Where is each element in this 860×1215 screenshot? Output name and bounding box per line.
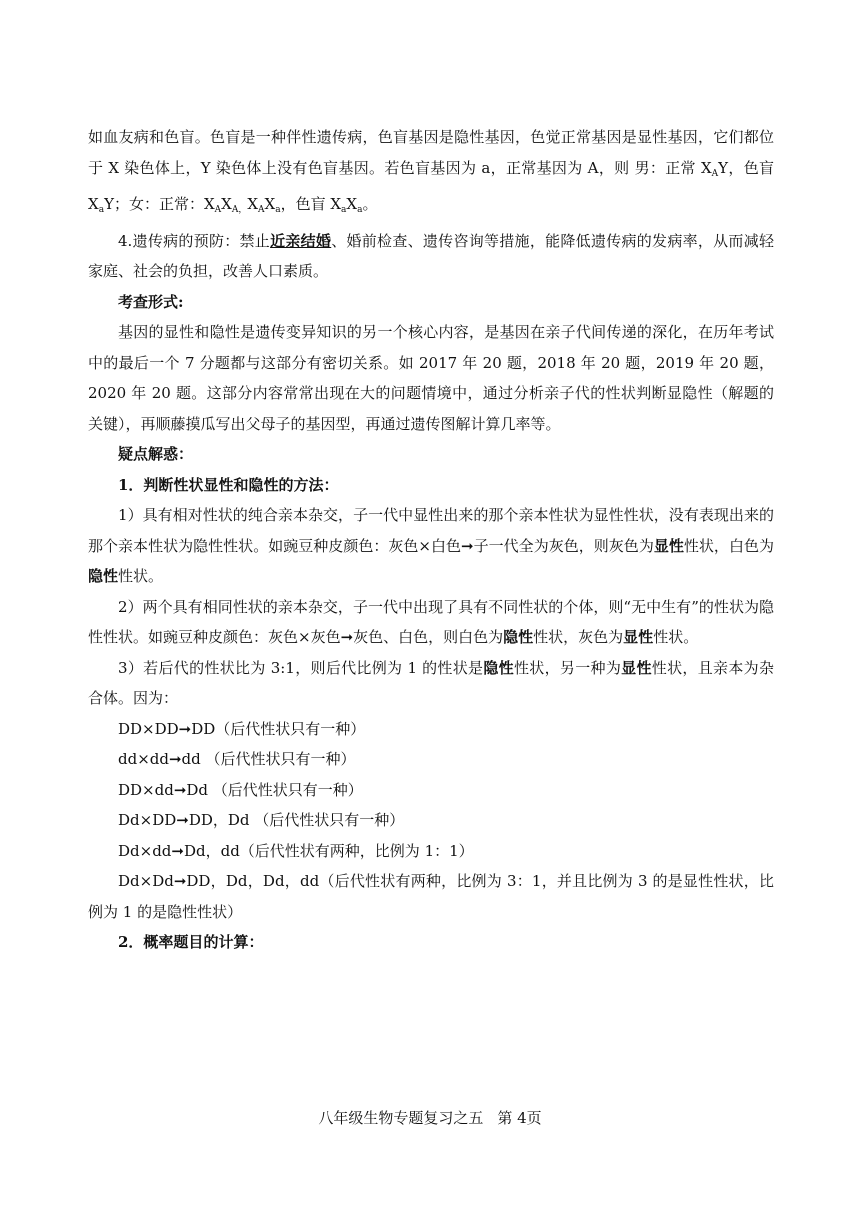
document-body <box>88 122 774 958</box>
cross-line: Dd×DD➞DD，Dd （后代性状只有一种） <box>118 811 405 829</box>
cross-line-last: Dd×Dd➞DD，Dd，Dd，dd（后代性状有两种，比例为 3：1，并且比例为 3 的是显性性状，比例为 1 的是隐性性状） <box>88 872 774 921</box>
paragraph-color-blindness: 如血友病和色盲。色盲是一种伴性遗传病，色盲基因是隐性基因，色觉正常基因是显性基因，它们都位于 X 染色体上，Y 染色体上没有色盲基因。若色盲基因为 a，正常基因为 A，则 男：正常 $X_AY$，色盲 $X_aY$；女：正常：$X_AX_{A,}X_AX_a$，色盲 $X_aX_a$。 <box>88 128 775 215</box>
cross-line: dd×dd➞dd （后代性状只有一种） <box>118 750 356 768</box>
page-footer <box>0 1108 860 1128</box>
cross-line: DD×dd➞Dd （后代性状只有一种） <box>118 780 363 799</box>
cross-line: Dd×dd➞Dd，dd（后代性状有两种，比例为 1：1） <box>118 841 474 860</box>
heading-probability: 2．概率题目的计算： <box>118 933 264 951</box>
underlined-term: 近亲结婚 <box>270 231 332 250</box>
cross-line: DD×DD➞DD（后代性状只有一种） <box>118 719 366 738</box>
footer-title: 八年级生物专题复习之五 <box>318 1109 484 1127</box>
method-item-1: 1）具有相对性状的纯合亲本杂交，子一代中显性出来的那个亲本性状为显性性状，没有表现出来的那个亲本性状为隐性性状。如豌豆种皮颜色：灰色×白色➞子一代全为灰色，则灰色为显性性状，白色为隐性性状。 <box>88 506 774 585</box>
method-item-2: 2）两个具有相同性状的亲本杂交，子一代中出现了具有不同性状的个体，则“无中生有”的性状为隐性性状。如豌豆种皮颜色：灰色×灰色➞灰色、白色，则白色为隐性性状，灰色为显性性状。 <box>88 597 774 646</box>
paragraph-prevention: 4.遗传病的预防：禁止近亲结婚、婚前检查、遗传咨询等措施，能降低遗传病的发病率，从而减轻家庭、社会的负担，改善人口素质。 <box>88 231 774 280</box>
heading-exam-form: 考查形式: <box>118 292 184 311</box>
page-number: 第 4页 <box>497 1109 542 1127</box>
heading-doubts: 疑点解惑： <box>118 445 194 463</box>
method-item-3: 3）若后代的性状比为 3:1，则后代比例为 1 的性状是隐性性状，另一种为显性性状，且亲本为杂合体。因为： <box>88 658 774 707</box>
heading-method: 1．判断性状显性和隐性的方法： <box>118 475 339 494</box>
paragraph-exam-form: 基因的显性和隐性是遗传变异知识的另一个核心内容，是基因在亲子代间传递的深化，在历年考试中的最后一个 7 分题都与这部分有密切关系。如 2017 年 20 题，2018 年 20 题，2019 年 20 题，2020 年 20 题。这部分内容常常出现在大的问题情境中，通过分析亲子代的性状判断显隐性（解题的关键），再顺藤摸瓜写出父母子的基因型，再通过遗传图解计算几率等。 <box>88 323 774 433</box>
